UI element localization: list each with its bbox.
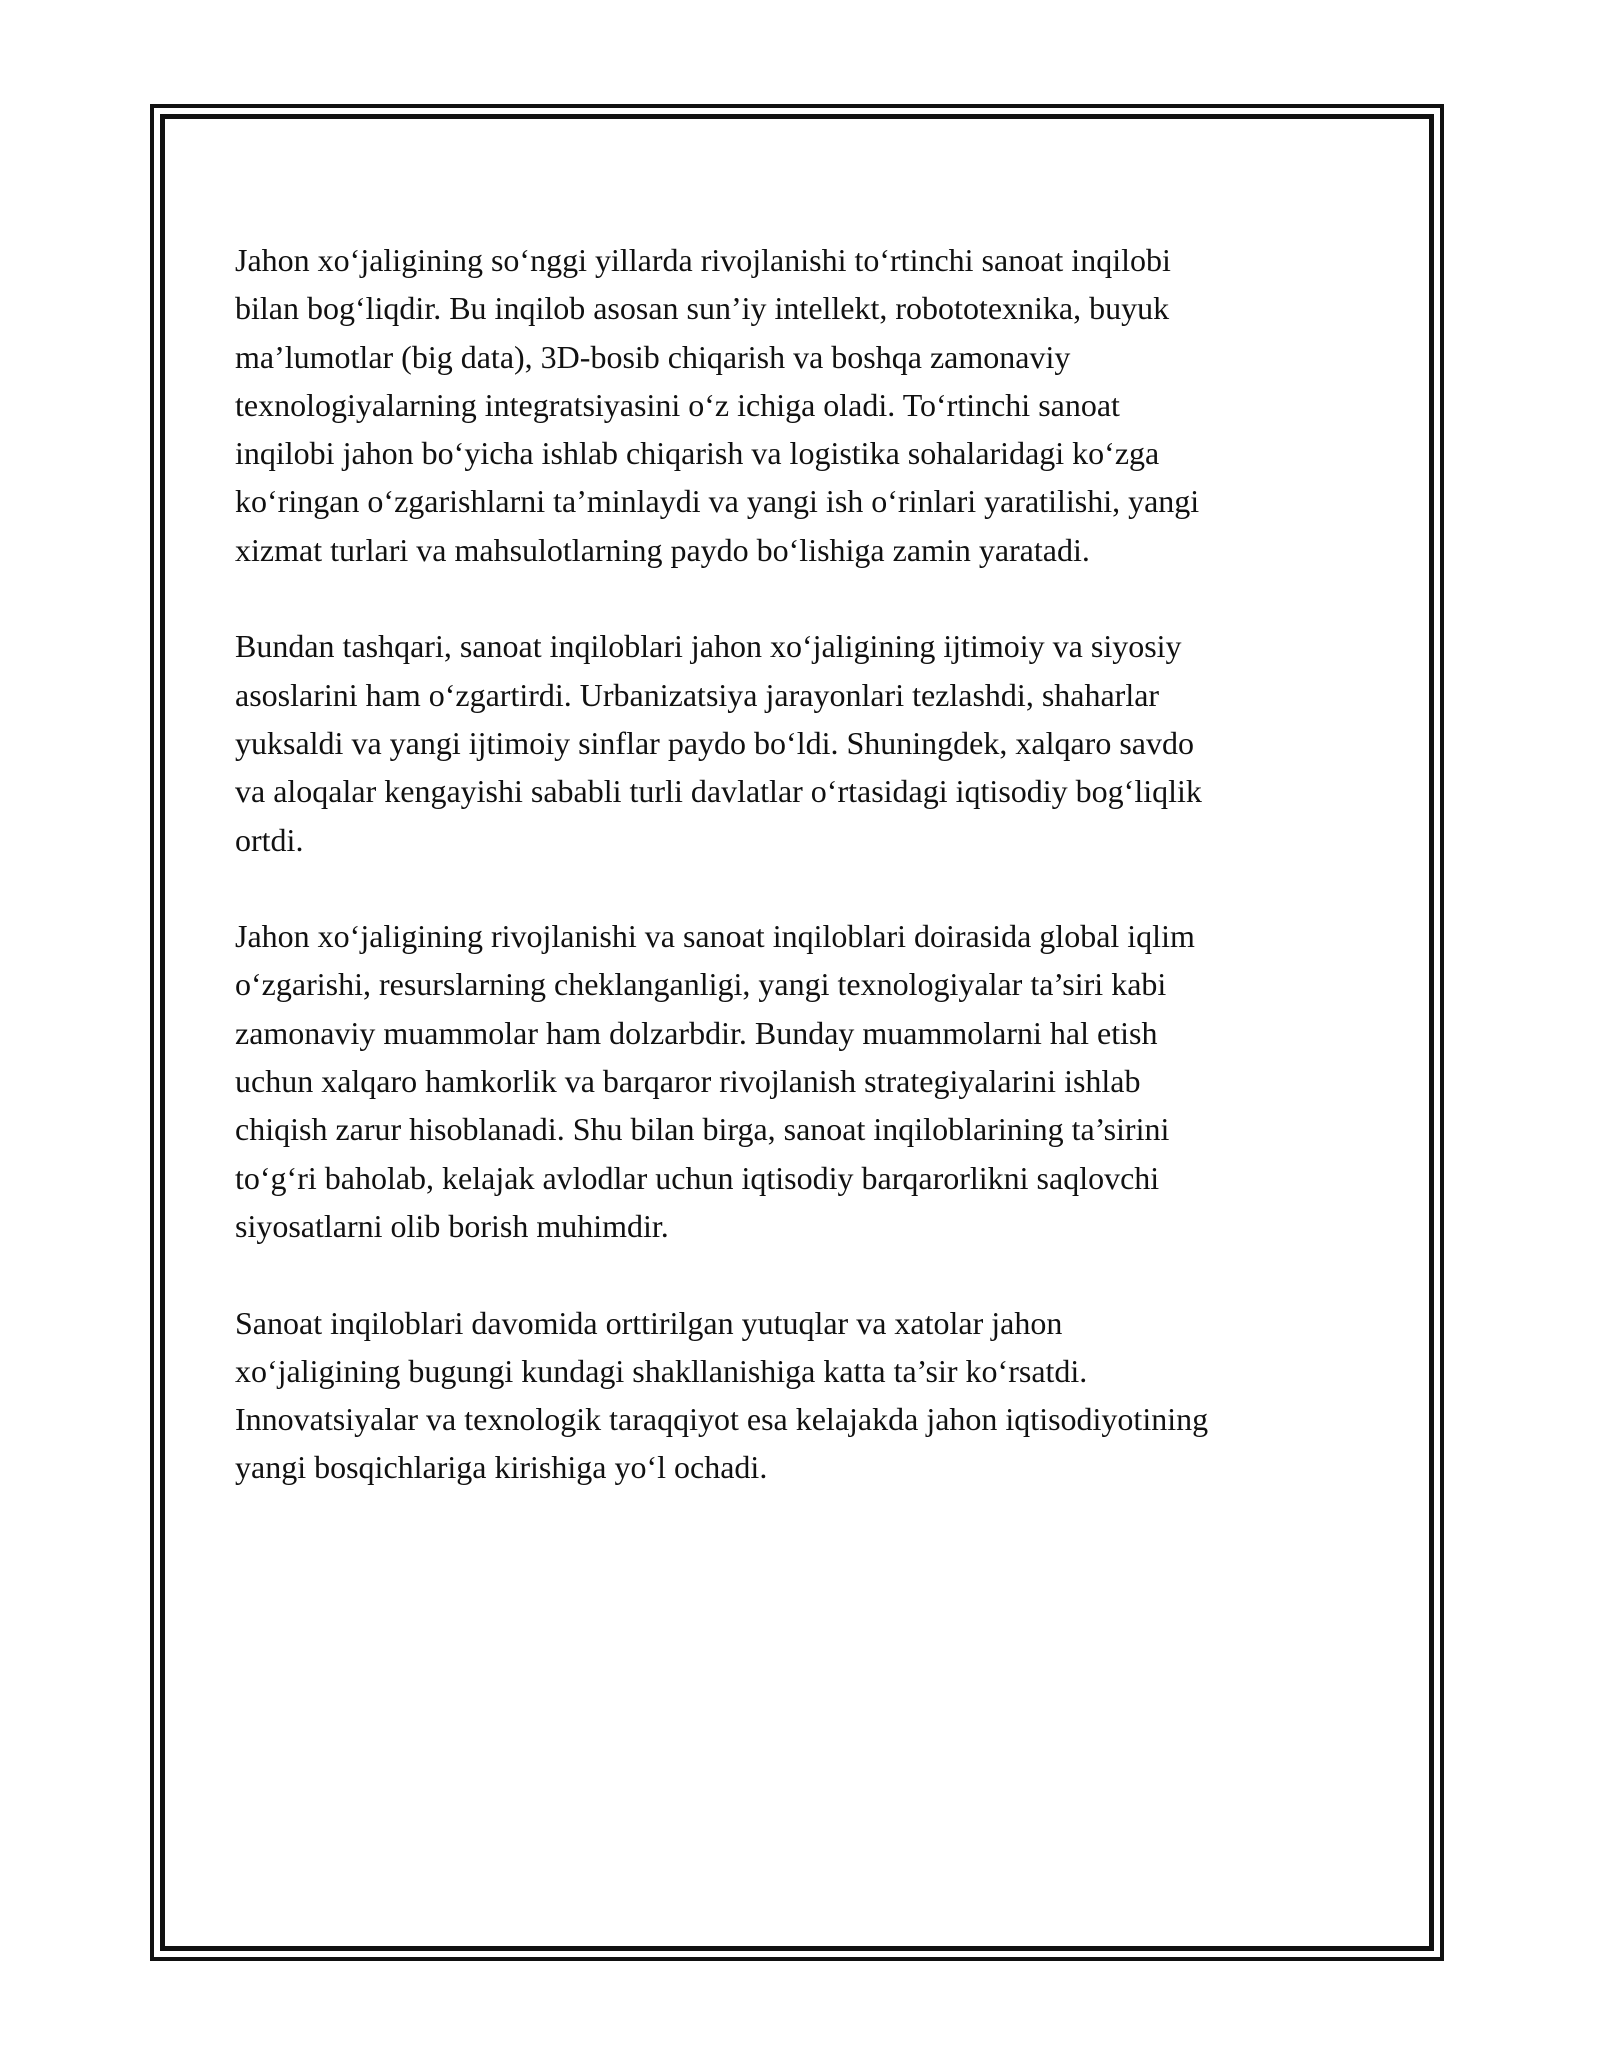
text-line: inqilobi jahon bo‘yicha ishlab chiqarish va logistika sohalaridagi ko‘zga (235, 435, 1160, 472)
text-line: asoslarini ham o‘zgartirdi. Urbanizatsiya jarayonlari tezlashdi, shaharlar (235, 676, 1160, 713)
paragraph-3 (235, 912, 1365, 1250)
text-line: o‘zgarishi, resurslarning cheklanganligi, yangi texnologiyalar ta’siri kabi (235, 966, 1167, 1003)
text-line: xizmat turlari va mahsulotlarning paydo bo‘lishiga zamin yaratadi. (235, 531, 1090, 568)
text-line: va aloqalar kengayishi sababli turli davlatlar o‘rtasidagi iqtisodiy bog‘liqlik (235, 773, 1202, 810)
text-line: Bundan tashqari, sanoat inqiloblari jahon xo‘jaligining ijtimoiy va siyosiy (235, 628, 1182, 665)
text-line: ko‘ringan o‘zgarishlarni ta’minlaydi va yangi ish o‘rinlari yaratilishi, yangi (235, 483, 1200, 520)
paragraph-1 (235, 236, 1365, 574)
paragraph-4 (235, 1299, 1365, 1492)
text-line: siyosatlarni olib borish muhimdir. (235, 1207, 669, 1244)
text-line: uchun xalqaro hamkorlik va barqaror rivojlanish strategiyalarini ishlab (235, 1063, 1141, 1100)
text-line: to‘g‘ri baholab, kelajak avlodlar uchun iqtisodiy barqarorlikni saqlovchi (235, 1159, 1160, 1196)
document-body (235, 236, 1365, 1540)
paragraph-2 (235, 622, 1365, 863)
text-line: Innovatsiyalar va texnologik taraqqiyot esa kelajakda jahon iqtisodiyotining (235, 1401, 1209, 1438)
text-line: bilan bog‘liqdir. Bu inqilob asosan sun’iy intellekt, robototexnika, buyuk (235, 290, 1170, 327)
text-line: zamonaviy muammolar ham dolzarbdir. Bunday muammolarni hal etish (235, 1014, 1158, 1051)
text-line: chiqish zarur hisoblanadi. Shu bilan birga, sanoat inqiloblarining ta’sirini (235, 1111, 1170, 1148)
text-line: yangi bosqichlariga kirishiga yo‘l ochadi. (235, 1449, 768, 1486)
text-line: ma’lumotlar (big data), 3D-bosib chiqarish va boshqa zamonaviy (235, 338, 1071, 375)
text-line: Sanoat inqiloblari davomida orttirilgan yutuqlar va xatolar jahon (235, 1304, 1063, 1341)
text-line: ortdi. (235, 821, 304, 858)
text-line: xo‘jaligining bugungi kundagi shakllanishiga katta ta’sir ko‘rsatdi. (235, 1352, 1088, 1389)
text-line: Jahon xo‘jaligining so‘nggi yillarda rivojlanishi to‘rtinchi sanoat inqilobi (235, 242, 1171, 278)
text-line: Jahon xo‘jaligining rivojlanishi va sanoat inqiloblari doirasida global iqlim (235, 918, 1195, 955)
text-line: texnologiyalarning integratsiyasini o‘z ichiga oladi. To‘rtinchi sanoat (235, 386, 1120, 423)
text-line: yuksaldi va yangi ijtimoiy sinflar paydo bo‘ldi. Shuningdek, xalqaro savdo (235, 724, 1194, 761)
